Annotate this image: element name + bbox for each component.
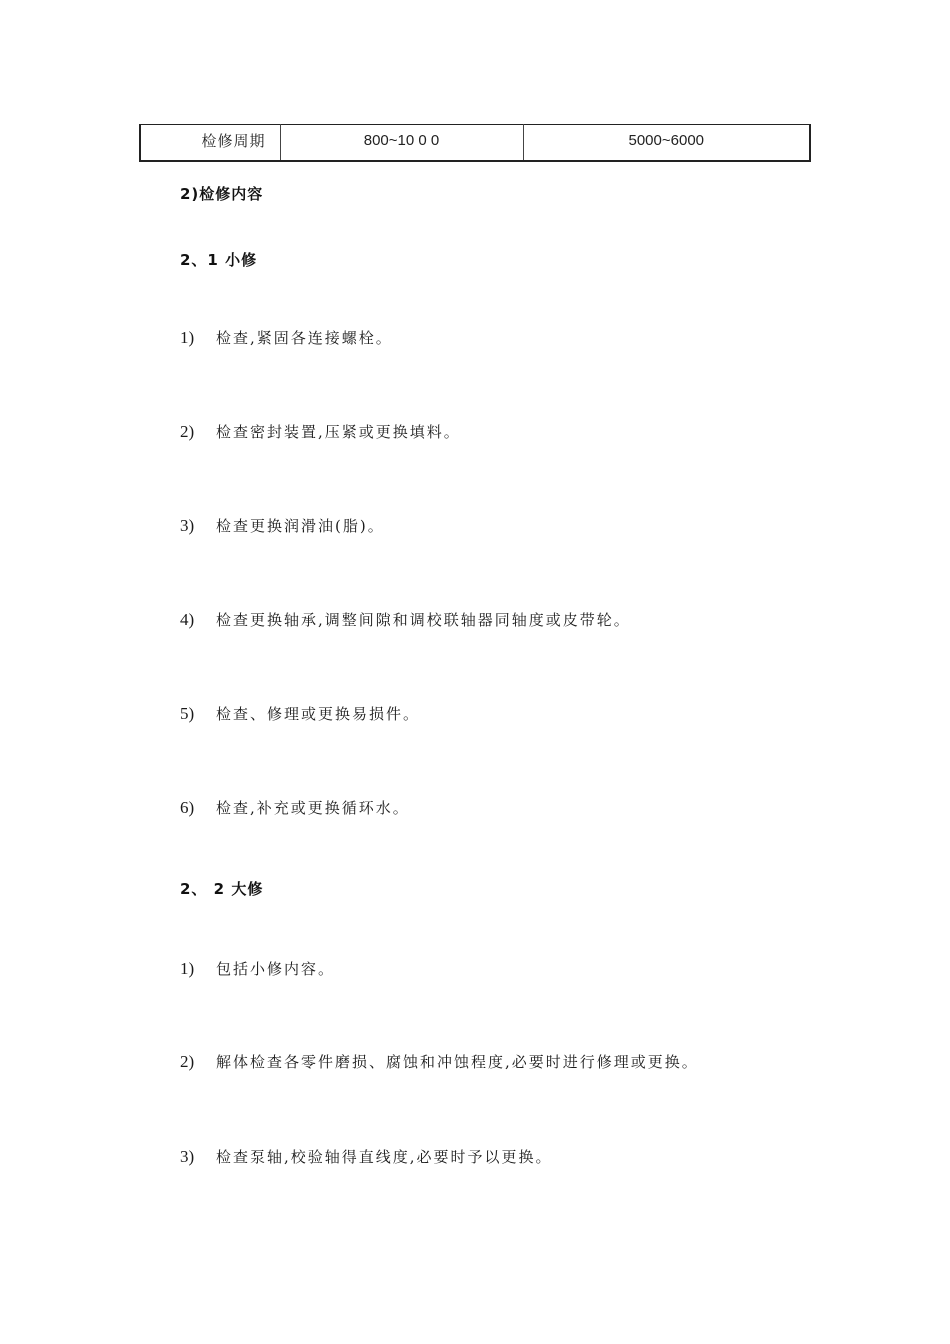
item-text: 检查更换润滑油(脂)。 [216,517,385,535]
item-number: 2) [180,1052,195,1071]
list-item [180,703,420,724]
list-item [180,958,335,979]
list-item [180,1146,553,1167]
item-number: 5) [180,704,195,723]
item-text: 包括小修内容。 [216,960,336,978]
cycle-label-cell: 检修周期 [201,132,266,150]
item-number: 3) [180,516,195,535]
minor-repair-heading: 2、1 小修 [180,251,258,269]
item-number: 3) [180,1147,195,1166]
list-item [180,421,461,442]
list-item [180,515,385,536]
item-text: 检查,紧固各连接螺栓。 [216,329,393,347]
item-text: 检查更换轴承,调整间隙和调校联轴器同轴度或皮带轮。 [216,611,631,629]
list-item [180,609,631,630]
item-number: 4) [180,610,195,629]
maintenance-cycle-table [139,124,811,162]
list-item [180,1051,699,1072]
item-text: 检查、修理或更换易损件。 [216,705,421,723]
list-item [180,797,410,818]
item-text: 检查泵轴,校验轴得直线度,必要时予以更换。 [216,1148,553,1166]
item-text: 检查,补充或更换循环水。 [216,799,410,817]
list-item [180,327,393,348]
table-row [140,125,810,162]
item-number: 1) [180,328,195,347]
minor-cycle-cell: 800~10 0 0 [280,125,523,162]
item-number: 1) [180,959,195,978]
item-number: 2) [180,422,195,441]
major-cycle-cell: 5000~6000 [523,125,810,162]
item-number: 6) [180,798,195,817]
item-text: 解体检查各零件磨损、腐蚀和冲蚀程度,必要时进行修理或更换。 [216,1053,699,1071]
section-title: 2)检修内容 [180,185,264,203]
item-text: 检查密封装置,压紧或更换填料。 [216,423,461,441]
major-repair-heading: 2、 2 大修 [180,880,264,898]
